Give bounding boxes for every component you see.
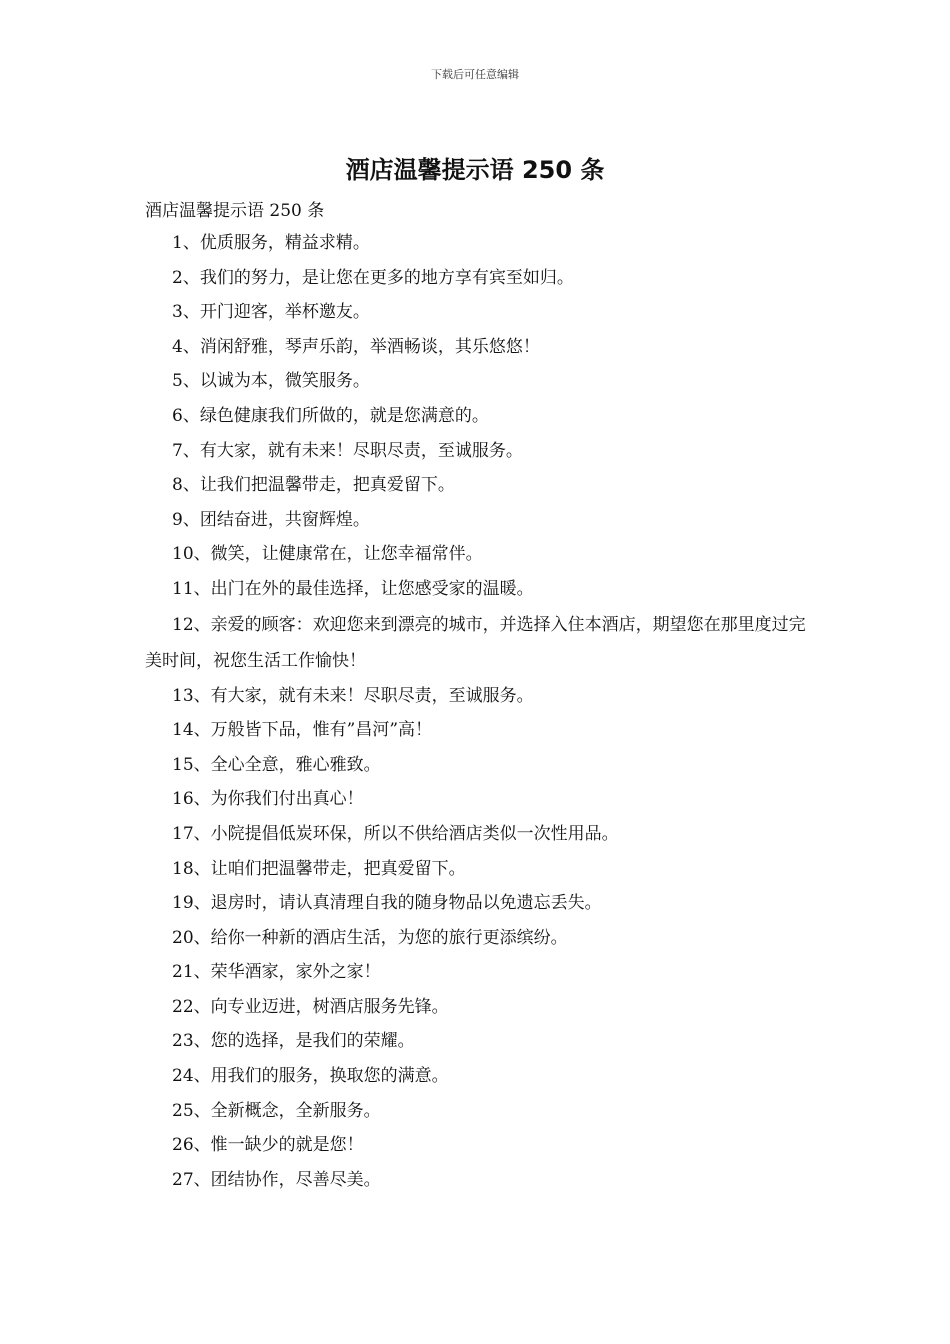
list-item: 15、全心全意，雅心雅致。 <box>172 754 381 775</box>
list-item: 27、团结协作，尽善尽美。 <box>172 1169 381 1190</box>
list-item: 3、开门迎客，举杯邀友。 <box>172 302 370 323</box>
list-item: 23、您的选择，是我们的荣耀。 <box>172 1031 415 1052</box>
list-item: 18、让咱们把温馨带走，把真爱留下。 <box>172 858 466 879</box>
list-item: 19、退房时，请认真清理自我的随身物品以免遗忘丢失。 <box>172 893 602 914</box>
list-item: 11、出门在外的最佳选择，让您感受家的温暖。 <box>172 578 534 599</box>
list-item: 4、消闲舒雅，琴声乐韵，举酒畅谈，其乐悠悠！ <box>172 336 540 357</box>
page-header-note: 下载后可任意编辑 <box>431 68 519 81</box>
list-item: 12、亲爱的顾客：欢迎您来到漂亮的城市，并选择入住本酒店，期望您在那里度过完美时间，祝您生活工作愉快！ <box>145 614 806 671</box>
list-item: 7、有大家，就有未来！尽职尽责，至诚服务。 <box>172 440 523 461</box>
list-item: 13、有大家，就有未来！尽职尽责，至诚服务。 <box>172 685 534 706</box>
list-item: 21、荣华酒家，家外之家！ <box>172 962 381 983</box>
list-item: 1、优质服务，精益求精。 <box>172 233 370 253</box>
list-item: 20、给你一种新的酒店生活，为您的旅行更添缤纷。 <box>172 927 568 948</box>
list-item: 25、全新概念，全新服务。 <box>172 1100 381 1121</box>
list-item: 26、惟一缺少的就是您！ <box>172 1135 364 1156</box>
list-item: 5、以诚为本，微笑服务。 <box>172 371 370 392</box>
list-item: 8、让我们把温馨带走，把真爱留下。 <box>172 475 455 496</box>
list-item: 22、向专业迈进，树酒店服务先锋。 <box>172 996 449 1017</box>
document-body <box>145 196 810 1197</box>
list-item: 2、我们的努力，是让您在更多的地方享有宾至如归。 <box>172 267 574 288</box>
document-title: 酒店温馨提示语 250 条 <box>345 156 605 184</box>
list-item: 17、小院提倡低炭环保，所以不供给酒店类似一次性用品。 <box>172 823 619 844</box>
document-subtitle: 酒店温馨提示语 250 条 <box>145 201 325 221</box>
list-item: 14、万般皆下品，惟有”昌河”高！ <box>172 720 433 741</box>
slogan-list <box>145 226 810 1197</box>
list-item: 9、团结奋进，共窗辉煌。 <box>172 509 370 530</box>
list-item: 24、用我们的服务，换取您的满意。 <box>172 1066 449 1087</box>
list-item: 10、微笑，让健康常在，让您幸福常伴。 <box>172 544 483 565</box>
list-item: 16、为你我们付出真心！ <box>172 789 364 810</box>
list-item: 6、绿色健康我们所做的，就是您满意的。 <box>172 405 489 426</box>
